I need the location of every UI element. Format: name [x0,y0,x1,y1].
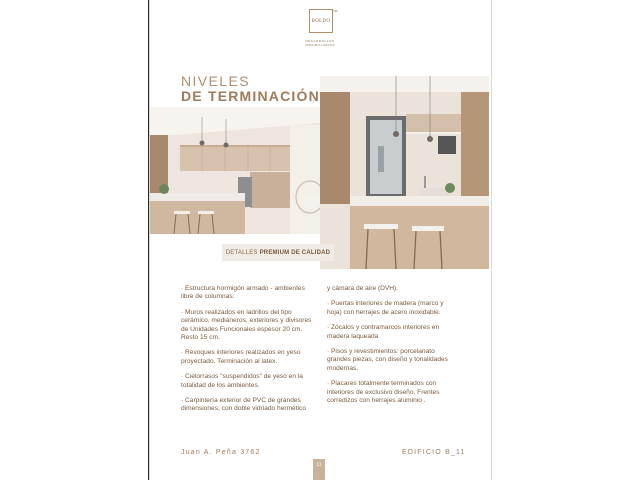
kitchen-illustration-right [320,76,489,269]
spec-item: y cámara de aire (DVH). [327,285,399,292]
spec-item: · Carpintería exterior de PVC de grandes dimensiones, con doble vidriado hermético [181,397,306,413]
brand-subtitle: DESARROLLOS INMOBILIARIOS [304,39,336,47]
page-number: 11 [313,459,325,480]
page-title-line2: DE TERMINACIÓN [181,88,320,104]
page-title-line1: NIVELES [181,73,250,89]
spec-item: · Estructura hormigón armado - ambientes libre de columnas. [181,285,305,301]
footer-address: Juan A. Peña 3762 [181,449,261,456]
spec-item: · Placares totalmente terminados con interiores de exclusivo diseño. Frentes corredizos con herrajes aluminio . [327,380,440,405]
brand-logo [309,9,333,33]
spec-item: · Cielorrasos "suspendidos" de yeso en la totalidad de los ambientes. [181,373,303,389]
spec-item: · Puertas interiores de madera (marco y hoja) con herrajes de acero inoxidable. [327,300,444,316]
spec-item: · Zócalos y contramarcos interiores en madera laqueada [327,324,440,340]
brand-logo-text: BOLDO [311,18,331,24]
kitchen-photo-left [150,107,343,234]
footer-building: EDIFICIO B_11 [402,449,466,456]
kitchen-illustration-left [150,107,343,234]
details-tag-prefix: DETALLES [225,249,258,256]
details-tag [222,244,334,261]
details-tag-bold: PREMIUM DE CALIDAD [259,249,331,256]
kitchen-photo-right [320,76,489,269]
brand-trademark: TM [333,9,338,13]
specs-column-right [327,285,453,412]
spec-item: · Pisos y revestimientos: porcelanato grandes piezas, con diseño y tonalidades modernas. [327,348,448,372]
specs-column-left [181,285,317,421]
spec-item: · Muros realizados en ladrillos del tipo cerámico, medianeros, exteriores y divisores de Unidades Funcionales espesor 20 cm. Resto 15 cm. [181,308,312,342]
spec-item: · Revoques interiores realizados en yeso proyectado. Terminación al latex. [181,349,301,365]
